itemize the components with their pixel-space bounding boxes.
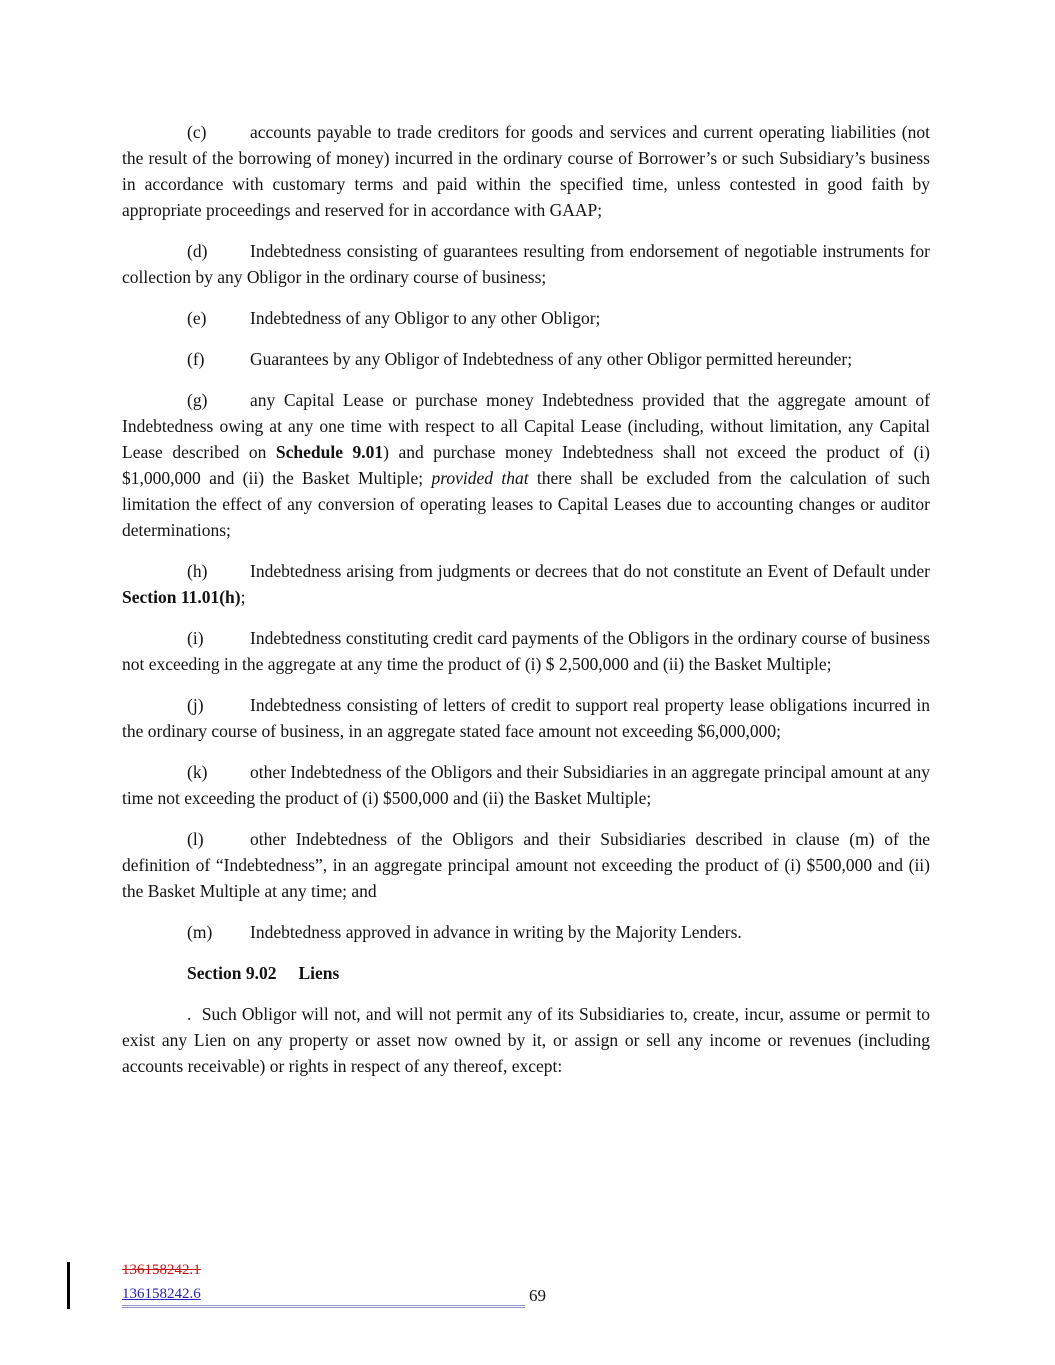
footer-rule <box>122 1284 525 1308</box>
clause-label: (m) <box>187 922 213 942</box>
section-title: Liens <box>298 963 340 983</box>
clause-label: (k) <box>187 762 208 782</box>
clause-label: (d) <box>187 241 208 261</box>
clause-text: Indebtedness of any Obligor to any other Obligor; <box>250 308 601 328</box>
clause-text: there shall be excluded from the calculation of such limitation the effect of any conversion of operating leases to Capital Leases due to accounting changes or auditor determinations; <box>122 468 930 540</box>
proviso-phrase: provided that <box>431 468 529 488</box>
clause-label: (f) <box>187 349 205 369</box>
paragraph-f <box>122 346 930 372</box>
clause-label: (i) <box>187 628 204 648</box>
doc-number-strikethrough: 136158242.1 <box>122 1262 201 1278</box>
clause-label: (g) <box>187 390 208 410</box>
clause-label: (c) <box>187 122 207 142</box>
liens-intro-paragraph <box>122 1001 930 1079</box>
clause-text: accounts payable to trade creditors for goods and services and current operating liabilities (not the result of the borrowing of money) incurred in the ordinary course of Borrower’s or such Subsidiary’s business in accordance with customary terms and paid within the specified time, unless contested in good faith by appropriate proceedings and reserved for in accordance with GAAP; <box>122 122 930 220</box>
section-number: Section 9.02 <box>187 963 277 983</box>
section-reference: Section 11.01(h) <box>122 587 241 607</box>
clause-text: ) and purchase money Indebtedness shall not exceed the product of (i) $1,000,000 and (ii) the Basket Multiple; <box>122 442 930 488</box>
clause-label: (e) <box>187 308 207 328</box>
clause-label: (h) <box>187 561 208 581</box>
doc-number-underlined: 136158242.6 <box>122 1286 201 1302</box>
clause-text: Indebtedness consisting of guarantees resulting from endorsement of negotiable instruments for collection by any Obligor in the ordinary course of business; <box>122 241 930 287</box>
clause-text: Indebtedness arising from judgments or decrees that do not constitute an Event of Default under <box>250 561 930 581</box>
paragraph-l <box>122 826 930 904</box>
paragraph-h <box>122 558 930 610</box>
clause-text: other Indebtedness of the Obligors and their Subsidiaries in an aggregate principal amount at any time not exceeding the product of (i) $500,000 and (ii) the Basket Multiple; <box>122 762 930 808</box>
section-heading <box>122 960 930 986</box>
clause-text: Indebtedness consisting of letters of credit to support real property lease obligations incurred in the ordinary course of business, in an aggregate stated face amount not exceeding $6,000,000; <box>122 695 930 741</box>
footer-line <box>122 1284 546 1308</box>
clause-text: Indebtedness approved in advance in writing by the Majority Lenders. <box>250 922 742 942</box>
paragraph-i <box>122 625 930 677</box>
schedule-reference: Schedule 9.01 <box>275 442 384 462</box>
clause-text: . Such Obligor will not, and will not permit any of its Subsidiaries to, create, incur, assume or permit to exist any Lien on any property or asset now owned by it, or assign or sell any income or revenues (including accounts receivable) or rights in respect of any thereof, except: <box>122 1004 930 1076</box>
clause-label: (j) <box>187 695 204 715</box>
clause-text: any Capital Lease or purchase money Indebtedness provided that the aggregate amount of Indebtedness owing at any one time with respect to all Capital Lease (including, without limitation, any Capital Lease described on <box>122 390 930 462</box>
paragraph-c <box>122 119 930 223</box>
page-number: 69 <box>529 1286 546 1305</box>
paragraph-g <box>122 387 930 543</box>
paragraph-k <box>122 759 930 811</box>
clause-text: ; <box>240 587 246 607</box>
paragraph-e <box>122 305 930 331</box>
paragraph-d <box>122 238 930 290</box>
paragraph-m <box>122 919 930 945</box>
clause-label: (l) <box>187 829 204 849</box>
document-body <box>122 119 930 1094</box>
revision-change-bar <box>67 1262 70 1309</box>
clause-text: other Indebtedness of the Obligors and their Subsidiaries described in clause (m) of the definition of “Indebtedness”, in an aggregate principal amount not exceeding the product of (i) $500,000 and (ii) the Basket Multiple at any time; and <box>122 829 930 901</box>
paragraph-j <box>122 692 930 744</box>
clause-text: Indebtedness constituting credit card payments of the Obligors in the ordinary course of business not exceeding in the aggregate at any time the product of (i) $ 2,500,000 and (ii) the Basket Multiple; <box>122 628 930 674</box>
clause-text: Guarantees by any Obligor of Indebtedness of any other Obligor permitted hereunder; <box>250 349 853 369</box>
